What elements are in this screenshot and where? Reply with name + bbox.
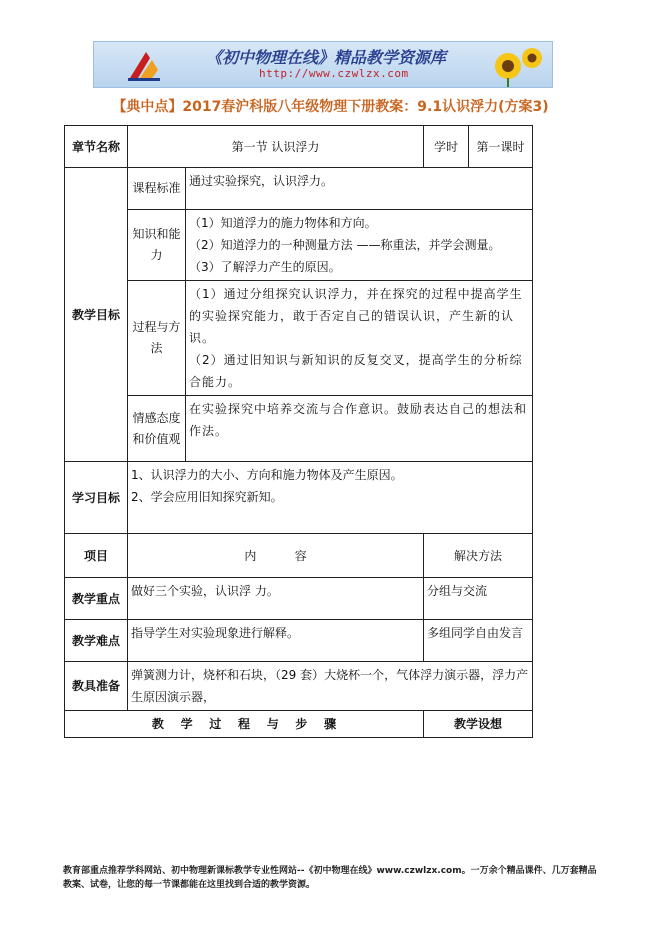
process-line: （1）通过分组探究认识浮力，并在探究的过程中提高学生的实验探究能力，敢于否定自己的错误认识，产生新的认识。 bbox=[189, 287, 523, 345]
difficulty-content: 指导学生对实验现象进行解释。 bbox=[128, 620, 424, 662]
focus-label: 教学重点 bbox=[65, 578, 128, 620]
item-label: 项目 bbox=[65, 534, 128, 578]
tools-content: 弹簧测力计，烧杯和石块，（29 套）大烧杯一个，气体浮力演示器，浮力产生原因演示器， bbox=[128, 662, 533, 711]
hours-value: 第一课时 bbox=[469, 126, 533, 168]
emotion-label: 情感态度和价值观 bbox=[128, 396, 186, 462]
chapter-value: 第一节 认识浮力 bbox=[128, 126, 424, 168]
process-line: （2）通过旧知识与新知识的反复交叉，提高学生的分析综合能力。 bbox=[189, 353, 523, 389]
knowledge-line: （1）知道浮力的施力物体和方向。 bbox=[189, 216, 377, 230]
difficulty-label: 教学难点 bbox=[65, 620, 128, 662]
page-footer: 教育部重点推荐学科网站、初中物理新课标教学专业性网站--《初中物理在线》www.czwlzx.com。一万余个精品课件、几万套精品教案、试卷，让您的每一节课都能在这里找到合适的教学资源。 bbox=[63, 866, 597, 890]
site-logo-icon bbox=[124, 48, 164, 84]
study-label: 学习目标 bbox=[65, 462, 128, 534]
focus-content: 做好三个实验，认识浮 力。 bbox=[128, 578, 424, 620]
method-header: 解决方法 bbox=[424, 534, 533, 578]
hours-label: 学时 bbox=[424, 126, 469, 168]
difficulty-method: 多组同学自由发言 bbox=[424, 620, 533, 662]
content-header: 内 容 bbox=[128, 534, 424, 578]
study-line: 1、认识浮力的大小、方向和施力物体及产生原因。 bbox=[131, 468, 403, 482]
curriculum-label: 课程标准 bbox=[128, 168, 186, 210]
study-line: 2、学会应用旧知探究新知。 bbox=[131, 490, 283, 504]
document-title: 【典中点】2017春沪科版八年级物理下册教案：9.1认识浮力(方案3) bbox=[112, 99, 549, 115]
focus-method: 分组与交流 bbox=[424, 578, 533, 620]
knowledge-line: （2）知道浮力的一种测量方法 ——称重法，并学会测量。 bbox=[189, 238, 501, 252]
chapter-label: 章节名称 bbox=[65, 126, 128, 168]
site-name: 《初中物理在线》精品教学资源库 bbox=[206, 48, 447, 67]
knowledge-cell bbox=[186, 210, 533, 281]
process-steps-header: 教 学 过 程 与 步 骤 bbox=[65, 711, 424, 738]
emotion-text: 在实验探究中培养交流与合作意识。鼓励表达自己的想法和作法。 bbox=[186, 396, 533, 462]
knowledge-line: （3）了解浮力产生的原因。 bbox=[189, 260, 341, 274]
curriculum-text: 通过实验探究，认识浮力。 bbox=[186, 168, 533, 210]
knowledge-label: 知识和能力 bbox=[128, 210, 186, 281]
objectives-label: 教学目标 bbox=[65, 168, 128, 462]
sunflower-icon bbox=[488, 44, 548, 88]
header-banner bbox=[93, 41, 553, 88]
design-header: 教学设想 bbox=[424, 711, 533, 738]
process-cell bbox=[186, 281, 533, 396]
lesson-plan-table bbox=[64, 125, 533, 738]
study-cell bbox=[128, 462, 533, 534]
site-url[interactable]: http://www.czwlzx.com bbox=[259, 67, 409, 80]
tools-label: 教具准备 bbox=[65, 662, 128, 711]
process-label: 过程与方法 bbox=[128, 281, 186, 396]
